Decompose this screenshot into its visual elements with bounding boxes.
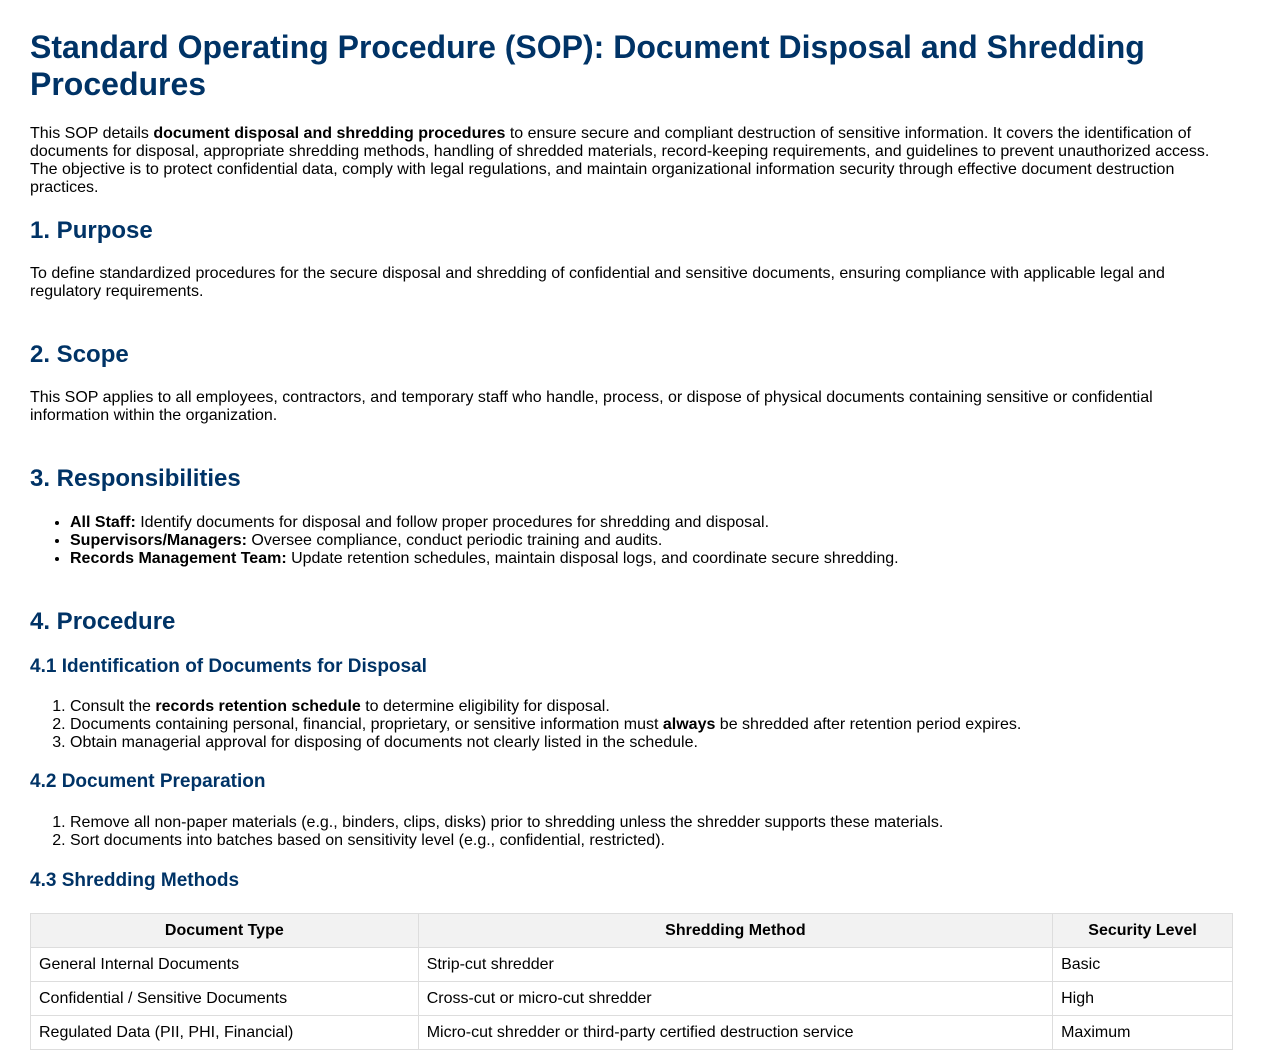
section-heading-procedure: 4. Procedure <box>30 608 176 635</box>
role-description: Oversee compliance, conduct periodic training and audits. <box>246 532 663 549</box>
purpose-text: To define standardized procedures for the secure disposal and shredding of confidential and sensitive documents, ensuring compliance with applicable legal and regulatory requirements. <box>30 265 1165 300</box>
role-label: Supervisors/Managers: <box>70 532 247 549</box>
subsection-heading-shredding-methods: 4.3 Shredding Methods <box>30 870 240 891</box>
intro-emphasis: document disposal and shredding procedures <box>153 125 506 142</box>
role-description: Update retention schedules, maintain disposal logs, and coordinate secure shredding. <box>286 550 899 567</box>
section-heading-responsibilities: 3. Responsibilities <box>30 465 241 492</box>
table-cell: Basic <box>1053 948 1233 982</box>
table-cell: Cross-cut or micro-cut shredder <box>418 982 1052 1016</box>
step-text: Documents containing personal, financial, proprietary, or sensitive information must <box>70 716 663 733</box>
table-cell: Micro-cut shredder or third-party certified destruction service <box>418 1016 1052 1050</box>
list-item <box>70 716 1233 734</box>
column-header-shredding-method: Shredding Method <box>418 914 1052 948</box>
table-row <box>31 982 1233 1016</box>
role-label: All Staff: <box>70 514 136 531</box>
step-text: Consult the <box>70 698 156 715</box>
list-item: 1. Remove all non-paper materials (e.g., binders, clips, disks) prior to shredding unless the shredder supports these materials. <box>70 814 1233 832</box>
table-cell: General Internal Documents <box>31 948 419 982</box>
table-header-row <box>31 914 1233 948</box>
role-label: Records Management Team: <box>70 550 287 567</box>
list-item <box>70 734 1233 752</box>
list-item: 2. Sort documents into batches based on sensitivity level (e.g., confidential, restricted). <box>70 832 1233 850</box>
step-text-rest: be shredded after retention period expires. <box>715 716 1022 733</box>
step-text-rest: to determine eligibility for disposal. <box>360 698 610 715</box>
intro-text: This SOP details <box>30 125 154 142</box>
responsibilities-list <box>30 514 1233 568</box>
identification-steps-list <box>30 698 1233 752</box>
page-title: Standard Operating Procedure (SOP): Document Disposal and Shredding Procedures <box>30 29 1145 102</box>
subsection-heading-identification: 4.1 Identification of Documents for Disposal <box>30 656 427 677</box>
section-heading-purpose: 1. Purpose <box>30 217 153 244</box>
step-emphasis: records retention schedule <box>155 698 361 715</box>
scope-text: This SOP applies to all employees, contractors, and temporary staff who handle, process, or dispose of physical documents containing sensitive or confidential information within the organization. <box>30 389 1153 424</box>
list-item <box>70 532 1233 550</box>
subsection-heading-preparation: 4.2 Document Preparation <box>30 771 266 792</box>
shredding-methods-table <box>30 913 1233 1050</box>
table-cell: Maximum <box>1053 1016 1233 1050</box>
table-row <box>31 1016 1233 1050</box>
intro-paragraph <box>30 125 1233 197</box>
list-item <box>70 514 1233 532</box>
step-emphasis: always <box>662 716 716 733</box>
list-item <box>70 698 1233 716</box>
column-header-document-type: Document Type <box>31 914 419 948</box>
intro-text-rest: to ensure secure and compliant destruction of sensitive information. It covers the identification of documents for disposal, appropriate shredding methods, handling of shredded materials, record-keeping requirements, and guidelines to prevent unauthorized access. The objective is to protect confidential data, comply with legal regulations, and maintain organizational information security through effective document destruction practices. <box>30 125 1210 196</box>
table-cell: Regulated Data (PII, PHI, Financial) <box>31 1016 419 1050</box>
column-header-security-level: Security Level <box>1053 914 1233 948</box>
table-cell: Confidential / Sensitive Documents <box>31 982 419 1016</box>
step-text: Obtain managerial approval for disposing of documents not clearly listed in the schedule. <box>70 734 698 751</box>
role-description: Identify documents for disposal and follow proper procedures for shredding and disposal. <box>135 514 770 531</box>
preparation-steps-list <box>30 814 1233 850</box>
table-row <box>31 948 1233 982</box>
table-cell: Strip-cut shredder <box>418 948 1052 982</box>
table-cell: High <box>1053 982 1233 1016</box>
list-item <box>70 550 1233 568</box>
section-heading-scope: 2. Scope <box>30 341 129 368</box>
